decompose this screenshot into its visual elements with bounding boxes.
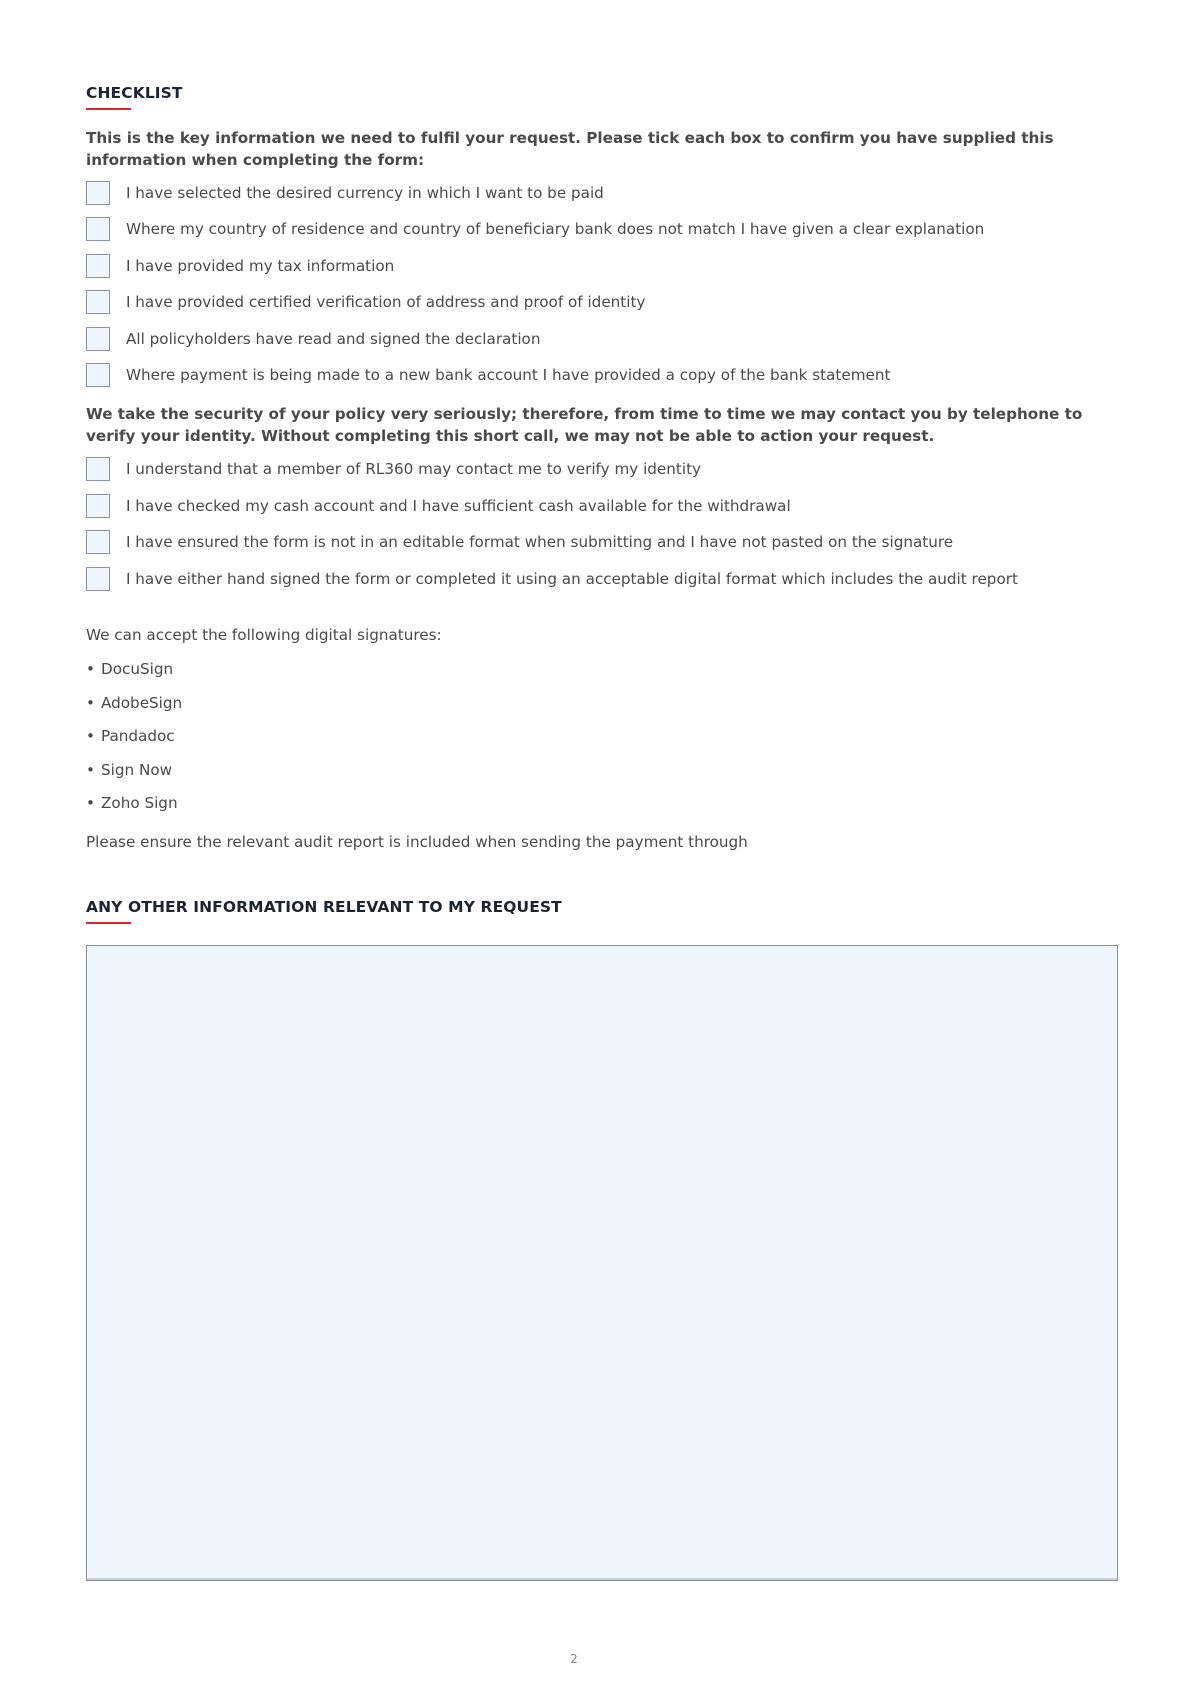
checklist-item-declaration[interactable] [86,326,540,352]
checklist-item-label: I have either hand signed the form or completed it using an acceptable digital format which includes the audit report [126,570,1018,588]
signature-name: AdobeSign [101,693,183,712]
list-item [86,792,182,826]
list-item [86,658,182,692]
signature-name: DocuSign [101,660,174,678]
checklist-item-label: I understand that a member of RL360 may contact me to verify my identity [126,460,702,478]
checklist-item-currency[interactable] [86,180,604,206]
checklist-item-verification[interactable] [86,289,645,315]
bullet-icon: • [86,727,95,745]
currency-checkbox[interactable] [86,181,110,205]
verify-identity-checkbox[interactable] [86,457,110,481]
checklist-item-label: I have provided certified verification of address and proof of identity [126,293,646,311]
list-item [86,759,182,793]
checklist-item-label: All policyholders have read and signed the declaration [126,330,541,348]
signatures-list [86,658,182,826]
checklist-item-not-editable[interactable] [86,529,953,555]
signature-name: Zoho Sign [101,794,178,812]
country-mismatch-checkbox[interactable] [86,217,110,241]
bullet-icon: • [86,794,95,812]
signed-checkbox[interactable] [86,567,110,591]
checklist-item-label: Where my country of residence and country of beneficiary bank does not match I have given a clear explanation [126,220,985,238]
checklist-item-bank-statement[interactable] [86,362,890,388]
checklist-title: CHECKLIST [86,84,183,102]
other-info-title-underline [86,922,131,924]
checklist-item-signed[interactable] [86,566,1018,592]
not-editable-checkbox[interactable] [86,530,110,554]
checklist-item-label: I have selected the desired currency in which I want to be paid [126,184,604,202]
bank-statement-checkbox[interactable] [86,363,110,387]
checklist-item-country-mismatch[interactable] [86,216,984,242]
other-info-textarea[interactable] [86,945,1118,1581]
checklist-item-tax[interactable] [86,253,394,279]
security-intro: We take the security of your policy very seriously; therefore, from time to time we may contact you by telephone to verify your identity. Without completing this short call, we may not be able to action your request. [86,405,1083,445]
page-number: 2 [570,1652,578,1666]
list-item [86,692,182,726]
checklist-item-label: I have provided my tax information [126,257,395,275]
audit-note: Please ensure the relevant audit report is included when sending the payment through [86,833,748,851]
checklist-item-cash-account[interactable] [86,493,791,519]
list-item [86,725,182,759]
declaration-checkbox[interactable] [86,327,110,351]
checklist-item-label: I have checked my cash account and I have sufficient cash available for the withdrawal [126,497,791,515]
checklist-item-label: I have ensured the form is not in an editable format when submitting and I have not pasted on the signature [126,533,954,551]
checklist-item-label: Where payment is being made to a new bank account I have provided a copy of the bank statement [126,366,891,384]
tax-info-checkbox[interactable] [86,254,110,278]
signature-name: Sign Now [101,760,173,779]
checklist-item-verify-identity[interactable] [86,456,701,482]
bullet-icon: • [86,693,95,712]
other-info-title: ANY OTHER INFORMATION RELEVANT TO MY REQUEST [86,898,562,916]
bullet-icon: • [86,660,95,678]
checklist-title-underline [86,108,131,110]
cash-account-checkbox[interactable] [86,494,110,518]
signatures-intro: We can accept the following digital signatures: [86,626,442,644]
verification-checkbox[interactable] [86,290,110,314]
bullet-icon: • [86,760,95,779]
checklist-intro: This is the key information we need to fulfil your request. Please tick each box to confirm you have supplied this information when completing the form: [86,129,1054,169]
signature-name: Pandadoc [101,727,175,745]
